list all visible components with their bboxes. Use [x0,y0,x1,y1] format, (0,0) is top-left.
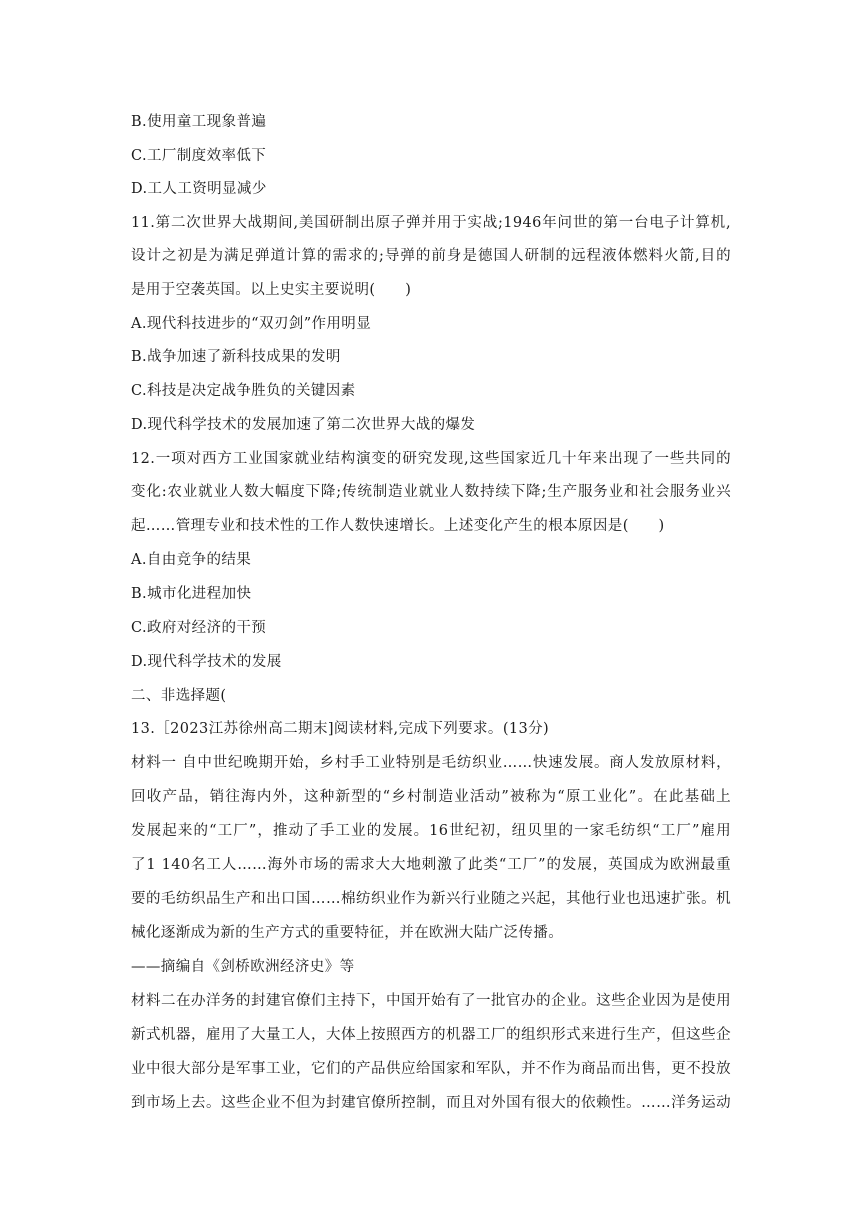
q13-stem: 13.［2023江苏徐州高二期末]阅读材料,完成下列要求。(13分) [131,721,550,737]
q10-option-b: B.使用童工现象普遍 [131,114,267,130]
q12-option-a: A.自由竞争的结果 [131,552,252,568]
q13-material-2-line: 材料二在办洋务的封建官僚们主持下，中国开始有了一批官办的企业。这些企业因为是使用 [131,993,731,1009]
q13-material-1-source: ——摘编自《剑桥欧洲经济史》等 [131,959,355,975]
q12-option-d: D.现代科学技术的发展 [131,654,282,670]
q11-option-a: A.现代科技进步的“双刃剑”作用明显 [131,316,372,332]
q11-stem-line-2: 设计之初是为满足弹道计算的需求的;导弹的前身是德国人研制的远程液体燃料火箭,目的 [131,248,731,264]
q12-stem-line-1: 12.一项对西方工业国家就业结构演变的研究发现,这些国家近几十年来出现了一些共同的 [131,451,731,467]
q10-option-d: D.工人工资明显减少 [131,181,267,197]
q11-stem-line-3: 是用于空袭英国。以上史实主要说明( ) [131,282,412,298]
q13-material-1-line: 回收产品，销往海内外，这种新型的“乡村制造业活动”被称为“原工业化”。在此基础上 [131,789,731,805]
q13-material-1-line: 要的毛纺织品生产和出口国……棉纺织业作为新兴行业随之兴起，其他行业也迅速扩张。机 [131,891,731,907]
q12-option-b: B.城市化进程加快 [131,586,252,602]
q11-option-d: D.现代科学技术的发展加速了第二次世界大战的爆发 [131,417,476,433]
q13-material-1-line: 械化逐渐成为新的生产方式的重要特征，并在欧洲大陆广泛传播。 [131,925,564,941]
q12-stem-line-2: 变化:农业就业人数大幅度下降;传统制造业就业人数持续下降;生产服务业和社会服务业兴 [131,484,731,500]
q11-option-c: C.科技是决定战争胜负的关键因素 [131,383,356,399]
q13-material-1-line: 了1 140名工人……海外市场的需求大大地刺激了此类“工厂”的发展，英国成为欧洲最重 [131,857,731,873]
q11-option-b: B.战争加速了新科技成果的发明 [131,349,341,365]
q13-material-2-line: 新式机器，雇用了大量工人，大体上按照西方的机器工厂的组织形式来进行生产，但这些企 [131,1027,731,1043]
q13-material-2-line: 业中很大部分是军事工业，它们的产品供应给国家和军队，并不作为商品而出售，更不投放 [131,1061,731,1077]
q10-option-c: C.工厂制度效率低下 [131,148,267,164]
q13-material-2-line: 到市场上去。这些企业不但为封建官僚所控制，而且对外国有很大的依赖性。……洋务运动 [131,1095,731,1111]
section-2-heading: 二、非选择题( [131,688,227,704]
q13-material-1-line: 材料一 自中世纪晚期开始，乡村手工业特别是毛纺织业……快速发展。商人发放原材料， [131,755,731,771]
q13-material-1-line: 发展起来的“工厂”，推动了手工业的发展。16世纪初，纽贝里的一家毛纺织“工厂”雇用 [131,823,731,839]
q12-option-c: C.政府对经济的干预 [131,620,267,636]
q11-stem-line-1: 11.第二次世界大战期间,美国研制出原子弹并用于实战;1946年问世的第一台电子计算机, [131,215,731,231]
q12-stem-line-3: 起……管理专业和技术性的工作人数快速增长。上述变化产生的根本原因是( ) [131,518,665,534]
